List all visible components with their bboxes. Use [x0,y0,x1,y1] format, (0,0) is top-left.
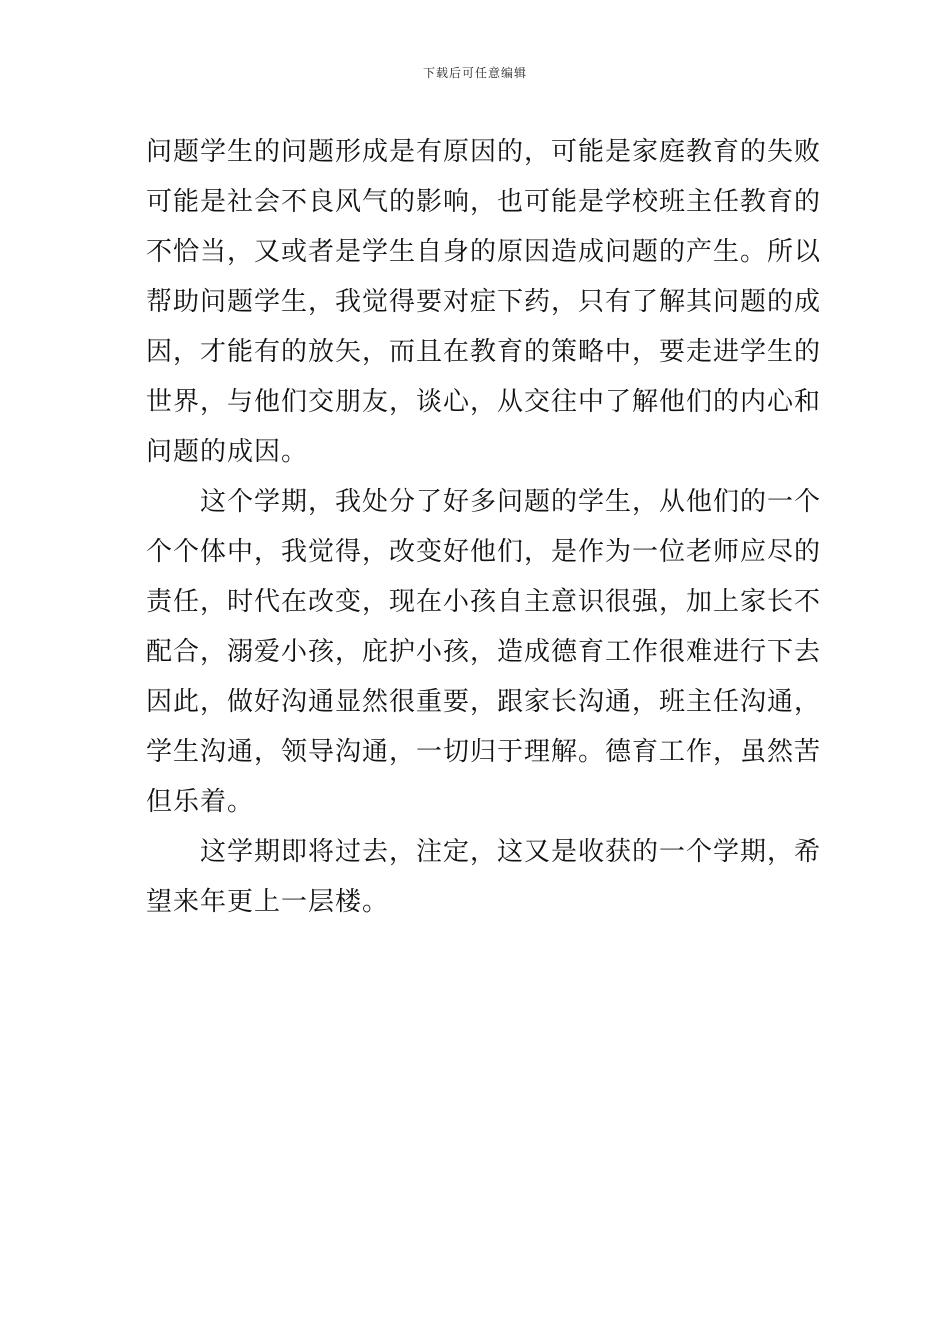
text-line: 问题的成因。 [146,437,309,467]
text-line: 学生沟通，领导沟通，一切归于理解。德育工作，虽然苦 [146,737,822,767]
text-line: 这学期即将过去，注定，这又是收获的一个学期，希 [200,837,822,867]
text-line: 责任，时代在改变，现在小孩自主意识很强，加上家长不 [146,587,822,617]
document-body [146,127,822,927]
page-header: 下载后可任意编辑 [422,66,527,80]
text-line: 因此，做好沟通显然很重要，跟家长沟通，班主任沟通， [146,687,822,717]
text-line: 可能是社会不良风气的影响，也可能是学校班主任教育的 [146,187,822,217]
paragraph [146,827,822,927]
text-line: 因，才能有的放矢，而且在教育的策略中，要走进学生的 [146,337,822,367]
text-line: 个个体中，我觉得，改变好他们，是作为一位老师应尽的 [146,537,822,567]
text-line: 望来年更上一层楼。 [146,887,390,917]
text-line: 世界，与他们交朋友，谈心，从交往中了解他们的内心和 [146,387,822,417]
text-line: 配合，溺爱小孩，庇护小孩，造成德育工作很难进行下去 [146,637,822,667]
text-line: 但乐着。 [146,787,255,817]
text-line: 帮助问题学生，我觉得要对症下药，只有了解其问题的成 [146,287,822,317]
text-line: 这个学期，我处分了好多问题的学生，从他们的一个 [200,487,822,517]
paragraph [146,127,822,477]
text-line: 不恰当，又或者是学生自身的原因造成问题的产生。所以 [146,237,822,267]
paragraph [146,477,822,827]
text-line: 问题学生的问题形成是有原因的，可能是家庭教育的失败 [146,137,822,167]
